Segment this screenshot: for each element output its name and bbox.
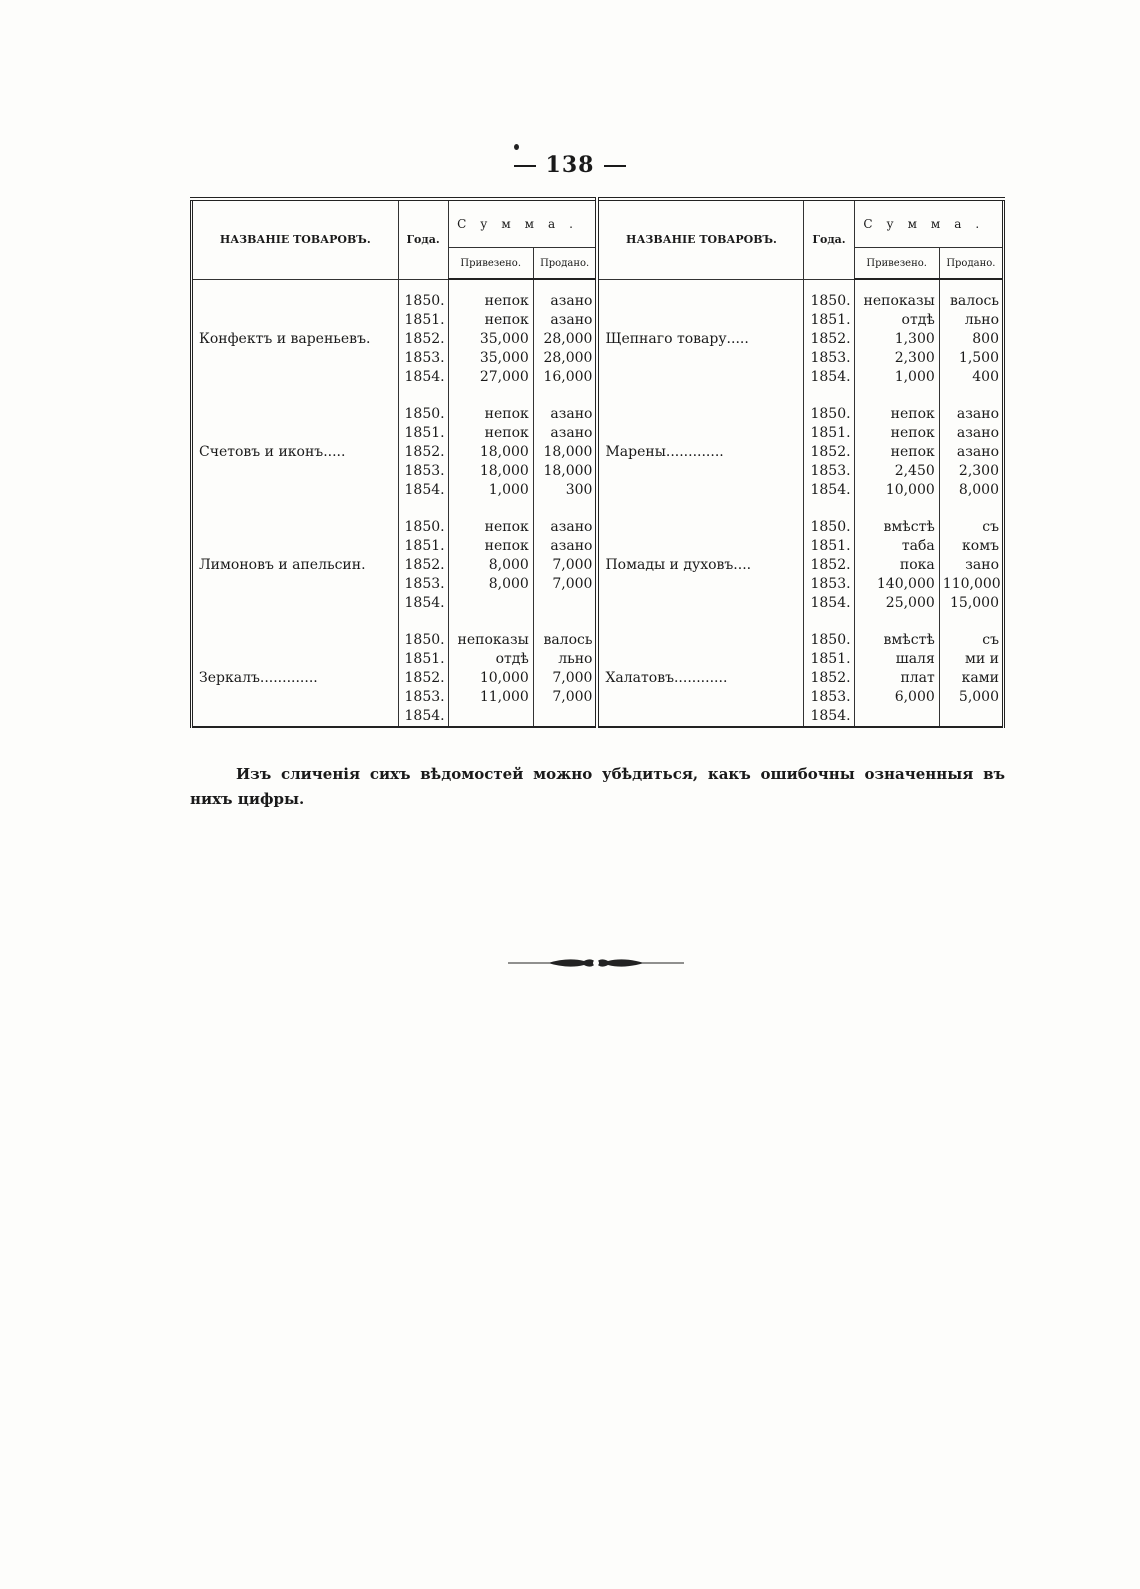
goods-name-cell <box>192 518 399 537</box>
sold-cell: 800 <box>939 330 1003 349</box>
goods-name-cell <box>192 594 399 613</box>
table-row <box>192 707 1004 727</box>
imported-cell: 25,000 <box>854 594 939 613</box>
sold-cell: азано <box>533 424 597 443</box>
imported-cell: непок <box>854 424 939 443</box>
imported-cell: непок <box>448 311 533 330</box>
goods-name-cell <box>597 688 804 707</box>
imported-cell: непок <box>448 518 533 537</box>
spacer-cell <box>854 279 939 292</box>
header-sum-right: Сумма. <box>854 199 1003 248</box>
spacer-cell <box>192 500 399 518</box>
imported-cell <box>854 707 939 727</box>
table-row <box>192 368 1004 387</box>
year-cell: 1851. <box>804 311 854 330</box>
imported-cell: 1,000 <box>854 368 939 387</box>
year-cell: 1852. <box>804 443 854 462</box>
sold-cell <box>533 707 597 727</box>
goods-name-cell <box>192 424 399 443</box>
imported-cell: непок <box>448 292 533 311</box>
goods-name-cell <box>597 368 804 387</box>
imported-cell: 2,450 <box>854 462 939 481</box>
year-cell: 1854. <box>398 707 448 727</box>
imported-cell: непок <box>854 405 939 424</box>
year-cell: 1850. <box>398 518 448 537</box>
header-year-right: Года. <box>804 199 854 279</box>
table-row <box>192 556 1004 575</box>
goods-name-cell <box>597 650 804 669</box>
header-sold-left: Продано. <box>533 248 597 280</box>
table-row <box>192 462 1004 481</box>
sold-cell: азано <box>533 311 597 330</box>
year-cell: 1852. <box>398 556 448 575</box>
header-name-right: НАЗВАНІЕ ТОВАРОВЪ. <box>597 199 804 279</box>
dash-left <box>514 165 536 167</box>
spacer-cell <box>597 500 804 518</box>
imported-cell: 8,000 <box>448 556 533 575</box>
spacer-cell <box>448 279 533 292</box>
goods-name-cell: Халатовъ............ <box>597 669 804 688</box>
imported-cell: непоказы <box>854 292 939 311</box>
table-row <box>192 537 1004 556</box>
imported-cell: непок <box>448 537 533 556</box>
table-row <box>192 594 1004 613</box>
imported-cell: 10,000 <box>854 481 939 500</box>
year-cell: 1852. <box>804 330 854 349</box>
sold-cell: льно <box>533 650 597 669</box>
spacer-row <box>192 500 1004 518</box>
year-cell: 1853. <box>804 462 854 481</box>
spacer-cell <box>398 279 448 292</box>
sold-cell: съ <box>939 631 1003 650</box>
year-cell: 1854. <box>804 368 854 387</box>
sold-cell: 1,500 <box>939 349 1003 368</box>
imported-cell: пока <box>854 556 939 575</box>
year-cell: 1854. <box>804 481 854 500</box>
goods-name-cell <box>192 292 399 311</box>
sold-cell: ками <box>939 669 1003 688</box>
goods-name-cell <box>192 349 399 368</box>
header-name-left: НАЗВАНІЕ ТОВАРОВЪ. <box>192 199 399 279</box>
spacer-cell <box>597 387 804 405</box>
goods-name-cell: Помады и духовъ.... <box>597 556 804 575</box>
sold-cell: съ <box>939 518 1003 537</box>
goods-name-cell: Конфектъ и вареньевъ. <box>192 330 399 349</box>
year-cell: 1851. <box>398 424 448 443</box>
goods-name-cell <box>597 462 804 481</box>
spacer-cell <box>192 279 399 292</box>
spacer-cell <box>398 387 448 405</box>
sold-cell: азано <box>939 424 1003 443</box>
year-cell: 1850. <box>398 631 448 650</box>
imported-cell: отдѣ <box>854 311 939 330</box>
imported-cell: 10,000 <box>448 669 533 688</box>
table-row <box>192 443 1004 462</box>
header-imported-left: Привезено. <box>448 248 533 280</box>
ink-dot <box>514 144 519 150</box>
sold-cell: азано <box>939 443 1003 462</box>
spacer-cell <box>854 500 939 518</box>
spacer-cell <box>448 500 533 518</box>
sold-cell: азано <box>533 405 597 424</box>
sold-cell: 5,000 <box>939 688 1003 707</box>
sold-cell: азано <box>533 518 597 537</box>
imported-cell: непоказы <box>448 631 533 650</box>
year-cell: 1852. <box>398 330 448 349</box>
goods-name-cell <box>597 349 804 368</box>
ornament-divider <box>508 955 684 971</box>
sold-cell: 28,000 <box>533 330 597 349</box>
header-imported-right: Привезено. <box>854 248 939 280</box>
year-cell: 1850. <box>804 631 854 650</box>
imported-cell: вмѣстѣ <box>854 631 939 650</box>
year-cell: 1850. <box>398 292 448 311</box>
sold-cell <box>939 707 1003 727</box>
sold-cell: 15,000 <box>939 594 1003 613</box>
sold-cell: азано <box>533 537 597 556</box>
spacer-cell <box>939 279 1003 292</box>
year-cell: 1853. <box>398 575 448 594</box>
spacer-cell <box>939 387 1003 405</box>
goods-name-cell <box>192 688 399 707</box>
year-cell: 1852. <box>804 669 854 688</box>
imported-cell: 6,000 <box>854 688 939 707</box>
spacer-cell <box>398 613 448 631</box>
spacer-cell <box>533 613 597 631</box>
table-row <box>192 631 1004 650</box>
goods-name-cell <box>192 537 399 556</box>
imported-cell: 35,000 <box>448 330 533 349</box>
table-row <box>192 481 1004 500</box>
imported-cell: 1,000 <box>448 481 533 500</box>
sold-cell: 8,000 <box>939 481 1003 500</box>
spacer-cell <box>804 613 854 631</box>
sold-cell: льно <box>939 311 1003 330</box>
dash-right <box>604 165 626 167</box>
imported-cell: 11,000 <box>448 688 533 707</box>
spacer-row <box>192 613 1004 631</box>
year-cell: 1851. <box>804 537 854 556</box>
spacer-cell <box>192 613 399 631</box>
table-row <box>192 518 1004 537</box>
sold-cell: 18,000 <box>533 462 597 481</box>
year-cell: 1853. <box>398 462 448 481</box>
spacer-cell <box>533 279 597 292</box>
spacer-cell <box>854 613 939 631</box>
year-cell: 1850. <box>804 405 854 424</box>
imported-cell: вмѣстѣ <box>854 518 939 537</box>
imported-cell: 140,000 <box>854 575 939 594</box>
goods-name-cell <box>192 311 399 330</box>
table-row <box>192 575 1004 594</box>
table-row <box>192 405 1004 424</box>
imported-cell: 2,300 <box>854 349 939 368</box>
sold-cell: 7,000 <box>533 688 597 707</box>
goods-name-cell <box>192 405 399 424</box>
spacer-row <box>192 279 1004 292</box>
spacer-cell <box>533 387 597 405</box>
sold-cell: 28,000 <box>533 349 597 368</box>
imported-cell: 27,000 <box>448 368 533 387</box>
sold-cell <box>533 594 597 613</box>
year-cell: 1854. <box>398 368 448 387</box>
year-cell: 1853. <box>804 349 854 368</box>
table-row <box>192 292 1004 311</box>
year-cell: 1852. <box>398 443 448 462</box>
sold-cell: валось <box>939 292 1003 311</box>
goods-name-cell <box>192 481 399 500</box>
goods-name-cell <box>597 594 804 613</box>
sold-cell: 110,000 <box>939 575 1003 594</box>
table-row <box>192 650 1004 669</box>
imported-cell: шаля <box>854 650 939 669</box>
table-row <box>192 688 1004 707</box>
sold-cell: 400 <box>939 368 1003 387</box>
goods-name-cell: Счетовъ и иконъ..... <box>192 443 399 462</box>
sold-cell: 7,000 <box>533 575 597 594</box>
sold-cell: 16,000 <box>533 368 597 387</box>
goods-name-cell <box>192 462 399 481</box>
year-cell: 1853. <box>398 349 448 368</box>
imported-cell: 35,000 <box>448 349 533 368</box>
sold-cell: комъ <box>939 537 1003 556</box>
goods-name-cell <box>192 575 399 594</box>
goods-name-cell <box>597 631 804 650</box>
spacer-cell <box>939 613 1003 631</box>
sold-cell: валось <box>533 631 597 650</box>
goods-name-cell <box>597 311 804 330</box>
sold-cell: азано <box>939 405 1003 424</box>
year-cell: 1851. <box>398 650 448 669</box>
goods-name-cell: Лимоновъ и апельсин. <box>192 556 399 575</box>
goods-ledger-table <box>190 197 1005 728</box>
goods-name-cell <box>192 368 399 387</box>
spacer-cell <box>597 613 804 631</box>
year-cell: 1851. <box>398 311 448 330</box>
spacer-cell <box>448 613 533 631</box>
sold-cell: 7,000 <box>533 556 597 575</box>
sold-cell: 18,000 <box>533 443 597 462</box>
imported-cell: плат <box>854 669 939 688</box>
sold-cell: 7,000 <box>533 669 597 688</box>
spacer-cell <box>804 279 854 292</box>
table-row <box>192 424 1004 443</box>
goods-name-cell <box>192 631 399 650</box>
header-sum-left: Сумма. <box>448 199 597 248</box>
spacer-cell <box>854 387 939 405</box>
goods-name-cell: Зеркалъ............. <box>192 669 399 688</box>
goods-name-cell <box>192 650 399 669</box>
year-cell: 1854. <box>398 594 448 613</box>
spacer-cell <box>597 279 804 292</box>
page-number-line <box>0 152 1140 178</box>
sold-cell: 2,300 <box>939 462 1003 481</box>
imported-cell <box>448 594 533 613</box>
imported-cell: 1,300 <box>854 330 939 349</box>
spacer-cell <box>448 387 533 405</box>
year-cell: 1853. <box>398 688 448 707</box>
spacer-cell <box>939 500 1003 518</box>
year-cell: 1853. <box>804 575 854 594</box>
goods-name-cell <box>597 292 804 311</box>
goods-name-cell <box>597 537 804 556</box>
goods-name-cell: Марены............. <box>597 443 804 462</box>
year-cell: 1852. <box>804 556 854 575</box>
sold-cell: ми и <box>939 650 1003 669</box>
year-cell: 1852. <box>398 669 448 688</box>
imported-cell: 8,000 <box>448 575 533 594</box>
imported-cell: отдѣ <box>448 650 533 669</box>
ledger-body <box>192 279 1004 727</box>
year-cell: 1854. <box>804 707 854 727</box>
page-number: 138 <box>545 152 595 178</box>
spacer-cell <box>804 500 854 518</box>
year-cell: 1851. <box>804 424 854 443</box>
caption-paragraph: Изъ сличенія сихъ вѣдомостей можно убѣдиться, какъ ошибочны означенныя въ нихъ цифры. <box>190 765 1005 808</box>
table-row <box>192 349 1004 368</box>
header-year-left: Года. <box>398 199 448 279</box>
year-cell: 1850. <box>804 518 854 537</box>
spacer-cell <box>192 387 399 405</box>
imported-cell: непок <box>448 424 533 443</box>
year-cell: 1851. <box>398 537 448 556</box>
year-cell: 1850. <box>398 405 448 424</box>
header-sold-right: Продано. <box>939 248 1003 280</box>
imported-cell <box>448 707 533 727</box>
goods-name-cell <box>597 707 804 727</box>
table-row <box>192 330 1004 349</box>
table-row <box>192 311 1004 330</box>
spacer-cell <box>533 500 597 518</box>
goods-name-cell <box>597 481 804 500</box>
goods-name-cell: Щепнаго товару..... <box>597 330 804 349</box>
year-cell: 1851. <box>804 650 854 669</box>
spacer-cell <box>398 500 448 518</box>
sold-cell: азано <box>533 292 597 311</box>
goods-name-cell <box>597 424 804 443</box>
year-cell: 1854. <box>804 594 854 613</box>
table-row <box>192 669 1004 688</box>
goods-name-cell <box>192 707 399 727</box>
sold-cell: зано <box>939 556 1003 575</box>
imported-cell: 18,000 <box>448 443 533 462</box>
year-cell: 1850. <box>804 292 854 311</box>
year-cell: 1853. <box>804 688 854 707</box>
year-cell: 1854. <box>398 481 448 500</box>
imported-cell: непок <box>854 443 939 462</box>
goods-name-cell <box>597 518 804 537</box>
goods-name-cell <box>597 405 804 424</box>
spacer-row <box>192 387 1004 405</box>
goods-name-cell <box>597 575 804 594</box>
imported-cell: 18,000 <box>448 462 533 481</box>
spacer-cell <box>804 387 854 405</box>
imported-cell: таба <box>854 537 939 556</box>
sold-cell: 300 <box>533 481 597 500</box>
imported-cell: непок <box>448 405 533 424</box>
